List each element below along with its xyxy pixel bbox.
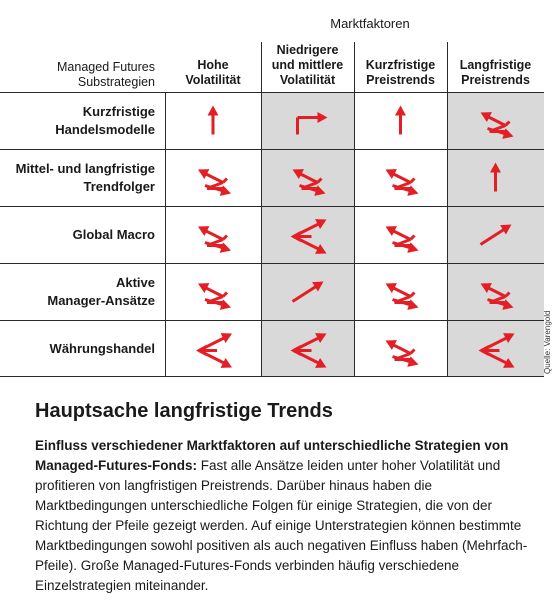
row-label: Währungshandel: [49, 340, 155, 356]
article-title: Hauptsache langfristige Trends: [35, 400, 333, 422]
article-text: Fast alle Ansätze leiden unter hoher Volatilität und profitieren von langfristigen Preistrends. Darüber hinaus haben die Marktbedingungen unterschiedliche Folgen für einige Strategien, die von der Richtung der Pfeile gezeigt werden. Auf einige Unterstrategien können bestimmte Marktbedingungen sowohl positiven als auch negativen Einfluss haben (Mehrfach-Pfeile). Große Managed-Futures-Fonds verbinden häufig verschiedene Einzelstrategien miteinander.: [35, 458, 528, 593]
column-divider: [165, 92, 166, 376]
row-label: Kurzfristige Handelsmodelle: [55, 103, 155, 137]
shaded-column-bg: [261, 92, 354, 376]
source-text: Quelle: Varengold: [543, 310, 552, 374]
group-title: Marktfaktoren: [330, 16, 410, 31]
source-note: [541, 290, 555, 380]
column-header: Hohe Volatilität: [185, 58, 241, 87]
row-divider: [0, 320, 544, 321]
row-divider: [0, 263, 544, 264]
row-divider: [0, 206, 544, 207]
row-label: Aktive Manager-Ansätze: [47, 274, 155, 308]
column-divider: [354, 42, 355, 376]
strategy-matrix: [0, 42, 544, 376]
corner-label: Managed Futures Substrategien: [57, 60, 155, 89]
column-divider: [447, 42, 448, 376]
article-lead: Einfluss verschiedener Marktfaktoren auf unterschiedliche Strategien von Managed-Futures-Fonds:: [35, 438, 509, 473]
article-body: [35, 436, 545, 596]
column-header: Langfristige Preistrends: [459, 58, 532, 87]
column-header: Kurzfristige Preistrends: [365, 58, 436, 87]
row-divider: [0, 149, 544, 150]
row-label: Mittel- und langfristige Trendfolger: [15, 160, 155, 194]
row-label: Global Macro: [72, 226, 155, 242]
impact-arrow-triple-icon: [0, 42, 1, 43]
column-divider: [261, 42, 262, 376]
row-divider: [0, 376, 544, 377]
column-header: Niedrigere und mittlere Volatilität: [271, 43, 344, 87]
row-divider: [0, 92, 544, 93]
